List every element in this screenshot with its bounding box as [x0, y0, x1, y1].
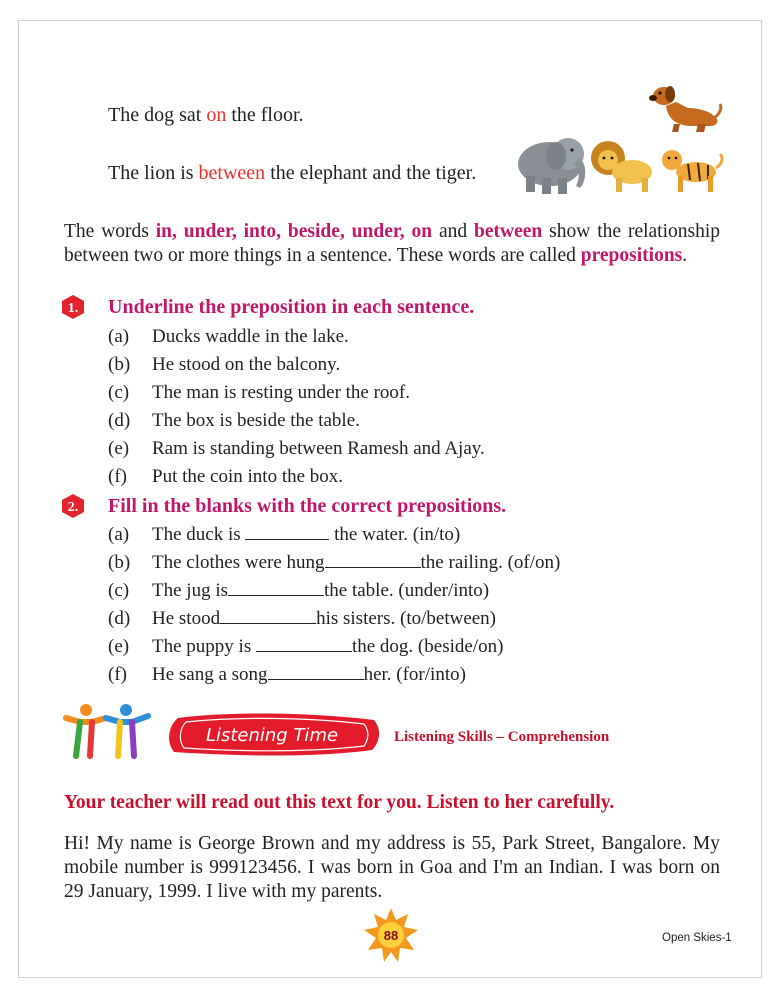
question-1-title: Underline the preposition in each sentence.	[108, 296, 475, 318]
answer-blank[interactable]	[256, 637, 352, 652]
lion-icon	[591, 141, 652, 192]
tiger-icon	[662, 150, 722, 192]
svg-text:1.: 1.	[67, 301, 79, 316]
q1-item: (b) He stood on the balcony.	[108, 354, 341, 375]
example-lion: The lion is between the elephant and the tiger.	[108, 162, 477, 184]
q1-item: (a) Ducks waddle in the lake.	[108, 326, 349, 347]
q2-item: (c) The jug is the table. (under/into)	[108, 580, 490, 601]
q1-item: (f) Put the coin into the box.	[108, 466, 344, 487]
example-dog: The dog sat on the floor.	[108, 104, 304, 126]
term-prepositions: prepositions	[580, 245, 683, 266]
q1-item: (c) The man is resting under the roof.	[108, 382, 411, 403]
listening-text: Hi! My name is George Brown and my address is 55, Park Street, Bangalore. My mobile number is 999123456. I was born in Goa and I'm an Indian. I was born on 29 January, 1999. I live with my parents.	[64, 833, 720, 902]
question-2-badge	[60, 493, 86, 519]
svg-text:Listening Time: Listening Time	[205, 725, 339, 746]
answer-blank[interactable]	[220, 609, 316, 624]
elephant-lion-tiger-illustration	[512, 132, 726, 196]
answer-blank[interactable]	[228, 581, 324, 596]
q2-item: (b) The clothes were hung the railing. (of/on)	[108, 552, 561, 573]
page-number-star	[362, 908, 420, 962]
book-title: Open Skies-1	[662, 932, 732, 944]
intro-paragraph: The words in, under, into, beside, under, on and between show the relationship between two or more things in a sentence. These words are called prepositions.	[64, 221, 721, 266]
question-2-title: Fill in the blanks with the correct prepositions.	[108, 495, 507, 517]
preposition-highlight: between	[198, 162, 266, 184]
children-icon	[62, 700, 158, 760]
listening-instruction: Your teacher will read out this text for you. Listen to her carefully.	[64, 792, 615, 813]
listening-subtitle: Listening Skills – Comprehension	[394, 729, 610, 745]
q1-item: (d) The box is beside the table.	[108, 410, 360, 431]
listening-time-banner	[164, 712, 384, 758]
answer-blank[interactable]	[245, 525, 329, 540]
preposition-highlight: on	[206, 104, 227, 126]
q2-item: (e) The puppy is the dog. (beside/on)	[108, 636, 504, 657]
answer-blank[interactable]	[268, 665, 364, 680]
answer-blank[interactable]	[325, 553, 421, 568]
elephant-icon	[518, 138, 585, 194]
dog-illustration	[648, 80, 724, 134]
q2-item: (a) The duck is the water. (in/to)	[108, 524, 461, 545]
q1-item: (e) Ram is standing between Ramesh and Ajay.	[108, 438, 485, 459]
preposition-list: in, under, into, beside, under, on	[155, 221, 433, 242]
q2-item: (d) He stood his sisters. (to/between)	[108, 608, 497, 629]
svg-text:88: 88	[383, 928, 399, 943]
svg-text:2.: 2.	[67, 500, 79, 515]
question-1-badge	[60, 294, 86, 320]
q2-item: (f) He sang a song her. (for/into)	[108, 664, 466, 685]
preposition-between: between	[474, 221, 543, 242]
